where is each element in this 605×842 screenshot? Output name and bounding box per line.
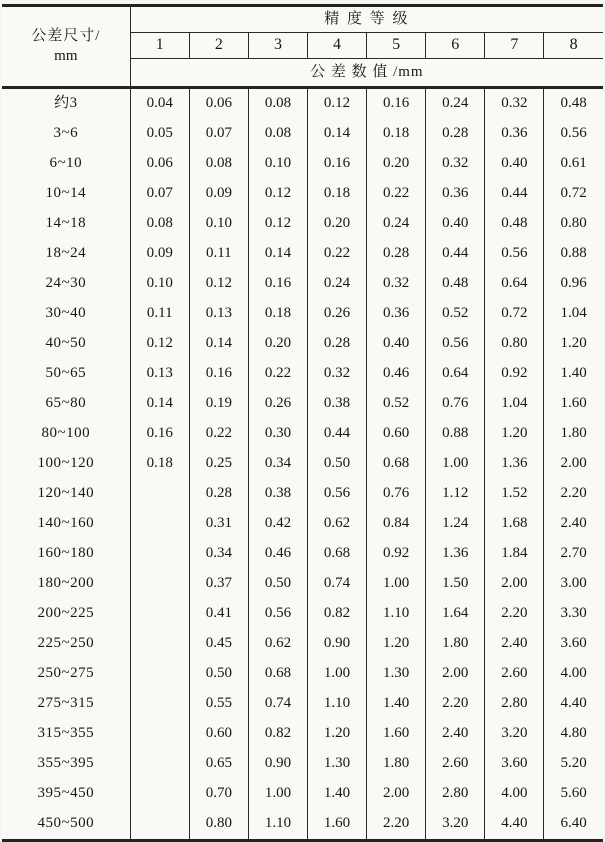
tolerance-value-cell: 1.52: [485, 479, 544, 509]
size-range-cell: 140~160: [37, 515, 95, 532]
tolerance-value-cell: 1.60: [544, 389, 603, 419]
grade-level-7: 7: [485, 33, 544, 59]
table-row: [2, 599, 603, 629]
tolerance-value-cell: 0.90: [307, 629, 366, 659]
tolerance-value-cell: 1.00: [248, 779, 307, 809]
tolerance-value-cell: 3.60: [544, 629, 603, 659]
tolerance-value-cell: 4.00: [485, 779, 544, 809]
size-range-cell: 200~225: [37, 605, 95, 622]
tolerance-value-cell: 0.96: [544, 269, 603, 299]
tolerance-value-cell: [130, 689, 189, 719]
tolerance-value-cell: 2.40: [485, 629, 544, 659]
tolerance-value-cell: 4.00: [544, 659, 603, 689]
tolerance-value-cell: 1.80: [426, 629, 485, 659]
tolerance-value-cell: 0.12: [248, 179, 307, 209]
tolerance-value-cell: 0.13: [130, 359, 189, 389]
grade-level-3: 3: [248, 33, 307, 59]
size-range-cell: 30~40: [45, 305, 87, 322]
tolerance-value-cell: 0.74: [248, 689, 307, 719]
tolerance-value-cell: 0.11: [130, 299, 189, 329]
grade-level-6: 6: [426, 33, 485, 59]
size-range-cell: 50~65: [45, 365, 87, 382]
tolerance-value-cell: 0.52: [367, 389, 426, 419]
tolerance-value-cell: 0.62: [248, 629, 307, 659]
tolerance-value-cell: 4.40: [544, 689, 603, 719]
size-column-header-line1: 公差尺寸/: [31, 28, 101, 45]
size-range-cell: 80~100: [41, 425, 91, 442]
tolerance-value-cell: 1.10: [307, 689, 366, 719]
tolerance-value-cell: 1.00: [426, 449, 485, 479]
tolerance-value-cell: 0.11: [189, 239, 248, 269]
tolerance-value-cell: 0.88: [426, 419, 485, 449]
tolerance-value-cell: 0.46: [248, 539, 307, 569]
tolerance-value-cell: 0.26: [248, 389, 307, 419]
tolerance-value-cell: 0.56: [248, 599, 307, 629]
tolerance-value-cell: 3.20: [485, 719, 544, 749]
tolerance-value-cell: 0.72: [485, 299, 544, 329]
tolerance-value-cell: 0.28: [189, 479, 248, 509]
tolerance-value-cell: 0.18: [367, 119, 426, 149]
tolerance-value-cell: 0.19: [189, 389, 248, 419]
tolerance-value-cell: 1.10: [367, 599, 426, 629]
table-row: [2, 359, 603, 389]
table-row: [2, 809, 603, 841]
tolerance-value-cell: 0.36: [367, 299, 426, 329]
tolerance-value-cell: 0.08: [248, 119, 307, 149]
size-range-cell: 250~275: [37, 665, 95, 682]
size-column-header-line2: mm: [54, 47, 78, 64]
size-range-cell: 275~315: [37, 695, 95, 712]
tolerance-value-cell: 1.24: [426, 509, 485, 539]
tolerance-value-cell: 0.32: [307, 359, 366, 389]
tolerance-value-cell: 1.60: [367, 719, 426, 749]
tolerance-value-cell: 0.84: [367, 509, 426, 539]
table-row: [2, 539, 603, 569]
tolerance-value-cell: 0.68: [307, 539, 366, 569]
tolerance-value-cell: 1.00: [307, 659, 366, 689]
tolerance-value-cell: 2.20: [367, 809, 426, 841]
size-range-cell: 160~180: [37, 545, 95, 562]
tolerance-value-cell: 0.38: [248, 479, 307, 509]
tolerance-value-cell: 0.08: [248, 88, 307, 120]
tolerance-value-cell: [130, 749, 189, 779]
table-row: [2, 479, 603, 509]
tolerance-value-cell: 2.00: [544, 449, 603, 479]
tolerance-value-cell: 0.62: [307, 509, 366, 539]
table-row: [2, 509, 603, 539]
tolerance-value-cell: 0.12: [189, 269, 248, 299]
tolerance-value-cell: 0.25: [189, 449, 248, 479]
tolerance-value-cell: 1.64: [426, 599, 485, 629]
tolerance-value-cell: 3.20: [426, 809, 485, 841]
tolerance-value-cell: 1.50: [426, 569, 485, 599]
tolerance-value-cell: 0.90: [248, 749, 307, 779]
tolerance-value-cell: 0.76: [367, 479, 426, 509]
tolerance-value-cell: 0.09: [130, 239, 189, 269]
tolerance-value-cell: [130, 659, 189, 689]
table-row: [2, 569, 603, 599]
tolerance-value-cell: 0.14: [307, 119, 366, 149]
tolerance-value-cell: 0.09: [189, 179, 248, 209]
size-range-cell: 315~355: [37, 725, 95, 742]
tolerance-value-cell: 0.07: [189, 119, 248, 149]
tolerance-value-cell: 0.18: [248, 299, 307, 329]
tolerance-value-cell: 1.60: [307, 809, 366, 841]
tolerance-value-cell: 0.12: [248, 209, 307, 239]
tolerance-value-cell: 1.40: [307, 779, 366, 809]
tolerance-value-cell: [130, 569, 189, 599]
tolerance-value-cell: 0.40: [485, 149, 544, 179]
tolerance-value-cell: 0.32: [485, 88, 544, 120]
tolerance-value-cell: 0.50: [307, 449, 366, 479]
tolerance-value-cell: [130, 539, 189, 569]
size-column-header: [2, 6, 130, 88]
tolerance-value-cell: 2.60: [426, 749, 485, 779]
tolerance-value-cell: 1.20: [367, 629, 426, 659]
tolerance-value-cell: 1.40: [544, 359, 603, 389]
tolerance-value-cell: 0.24: [307, 269, 366, 299]
tolerance-value-cell: 0.48: [426, 269, 485, 299]
tolerance-value-cell: 0.04: [130, 88, 189, 120]
tolerance-value-cell: 0.34: [248, 449, 307, 479]
grade-level-4: 4: [307, 33, 366, 59]
tolerance-value-cell: 2.00: [485, 569, 544, 599]
table-row: [2, 719, 603, 749]
tolerance-value-cell: 1.80: [544, 419, 603, 449]
tolerance-value-cell: 0.72: [544, 179, 603, 209]
tolerance-value-cell: 0.20: [367, 149, 426, 179]
tolerance-value-cell: 0.48: [544, 88, 603, 120]
tolerance-value-cell: 3.60: [485, 749, 544, 779]
tolerance-value-cell: 0.32: [367, 269, 426, 299]
grade-level-2: 2: [189, 33, 248, 59]
tolerance-value-cell: 0.28: [367, 239, 426, 269]
tolerance-value-cell: 2.00: [426, 659, 485, 689]
tolerance-value-cell: 0.08: [189, 149, 248, 179]
tolerance-value-cell: 0.64: [426, 359, 485, 389]
size-range-cell: 24~30: [45, 275, 87, 292]
tolerance-value-cell: [130, 809, 189, 841]
tolerance-value-cell: 0.18: [130, 449, 189, 479]
tolerance-value-cell: 0.06: [189, 88, 248, 120]
value-subheader: 公 差 数 值 /mm: [130, 59, 603, 88]
tolerance-value-cell: 1.10: [248, 809, 307, 841]
table-row: [2, 749, 603, 779]
tolerance-value-cell: 0.48: [485, 209, 544, 239]
tolerance-value-cell: 2.00: [367, 779, 426, 809]
tolerance-value-cell: 0.30: [248, 419, 307, 449]
tolerance-value-cell: 1.36: [485, 449, 544, 479]
tolerance-value-cell: 0.56: [307, 479, 366, 509]
grade-level-8: 8: [544, 33, 603, 59]
tolerance-value-cell: 3.00: [544, 569, 603, 599]
tolerance-value-cell: 0.10: [189, 209, 248, 239]
tolerance-value-cell: 2.70: [544, 539, 603, 569]
tolerance-value-cell: 0.10: [130, 269, 189, 299]
tolerance-value-cell: 0.34: [189, 539, 248, 569]
tolerance-value-cell: 0.65: [189, 749, 248, 779]
tolerance-value-cell: [130, 629, 189, 659]
tolerance-value-cell: 0.80: [485, 329, 544, 359]
tolerance-value-cell: 1.68: [485, 509, 544, 539]
tolerance-value-cell: 0.32: [426, 149, 485, 179]
tolerance-value-cell: 0.64: [485, 269, 544, 299]
tolerance-value-cell: 0.70: [189, 779, 248, 809]
tolerance-value-cell: 0.31: [189, 509, 248, 539]
size-range-cell: 40~50: [45, 335, 87, 352]
size-range-cell: 3~6: [53, 125, 79, 142]
size-range-cell: 395~450: [37, 785, 95, 802]
grade-level-5: 5: [367, 33, 426, 59]
size-range-cell: 355~395: [37, 755, 95, 772]
tolerance-value-cell: 0.42: [248, 509, 307, 539]
tolerance-value-cell: 1.36: [426, 539, 485, 569]
tolerance-value-cell: 1.30: [367, 659, 426, 689]
size-range-cell: 225~250: [37, 635, 95, 652]
tolerance-value-cell: 0.46: [367, 359, 426, 389]
tolerance-value-cell: 0.20: [307, 209, 366, 239]
tolerance-value-cell: 0.55: [189, 689, 248, 719]
tolerance-value-cell: 6.40: [544, 809, 603, 841]
tolerance-value-cell: 0.24: [367, 209, 426, 239]
tolerance-value-cell: 4.80: [544, 719, 603, 749]
tolerance-value-cell: 1.40: [367, 689, 426, 719]
tolerance-value-cell: 0.22: [189, 419, 248, 449]
tolerance-value-cell: 5.60: [544, 779, 603, 809]
tolerance-value-cell: 0.80: [544, 209, 603, 239]
table-row: [2, 299, 603, 329]
tolerance-value-cell: 0.82: [307, 599, 366, 629]
tolerance-value-cell: 0.82: [248, 719, 307, 749]
tolerance-value-cell: 0.92: [367, 539, 426, 569]
tolerance-value-cell: 0.12: [307, 88, 366, 120]
tolerance-value-cell: 0.16: [248, 269, 307, 299]
tolerance-value-cell: 2.20: [426, 689, 485, 719]
table-row: [2, 269, 603, 299]
tolerance-value-cell: 5.20: [544, 749, 603, 779]
tolerance-value-cell: 0.16: [130, 419, 189, 449]
tolerance-value-cell: 0.36: [485, 119, 544, 149]
tolerance-value-cell: 0.60: [189, 719, 248, 749]
tolerance-value-cell: 0.12: [130, 329, 189, 359]
size-range-cell: 14~18: [45, 215, 87, 232]
tolerance-value-cell: 0.44: [307, 419, 366, 449]
tolerance-value-cell: 0.45: [189, 629, 248, 659]
table-row: [2, 209, 603, 239]
table-row: [2, 629, 603, 659]
tolerance-value-cell: [130, 509, 189, 539]
tolerance-value-cell: 2.20: [485, 599, 544, 629]
tolerance-value-cell: 0.18: [307, 179, 366, 209]
tolerance-value-cell: [130, 779, 189, 809]
size-range-cell: 100~120: [37, 455, 95, 472]
table-row: [2, 239, 603, 269]
tolerance-value-cell: 0.60: [367, 419, 426, 449]
tolerance-value-cell: 2.40: [426, 719, 485, 749]
tolerance-value-cell: 4.40: [485, 809, 544, 841]
tolerance-value-cell: 0.68: [248, 659, 307, 689]
tolerance-value-cell: 0.06: [130, 149, 189, 179]
tolerance-value-cell: 1.80: [367, 749, 426, 779]
tolerance-value-cell: 0.16: [367, 88, 426, 120]
tolerance-value-cell: 0.22: [248, 359, 307, 389]
tolerance-value-cell: 0.07: [130, 179, 189, 209]
size-range-cell: 450~500: [37, 815, 95, 832]
table-row: [2, 179, 603, 209]
table-row: [2, 779, 603, 809]
tolerance-value-cell: 0.10: [248, 149, 307, 179]
tolerance-value-cell: 0.56: [426, 329, 485, 359]
tolerance-value-cell: 3.30: [544, 599, 603, 629]
table-row: [2, 419, 603, 449]
tolerance-value-cell: 2.80: [426, 779, 485, 809]
size-range-cell: 120~140: [37, 485, 95, 502]
tolerance-value-cell: 0.20: [248, 329, 307, 359]
tolerance-value-cell: 2.40: [544, 509, 603, 539]
tolerance-value-cell: 0.41: [189, 599, 248, 629]
header-row-grade-group: [2, 6, 603, 33]
tolerance-value-cell: 0.28: [307, 329, 366, 359]
table-row: [2, 88, 603, 120]
table-body: [2, 88, 603, 841]
tolerance-value-cell: 1.20: [307, 719, 366, 749]
tolerance-value-cell: 0.88: [544, 239, 603, 269]
tolerance-value-cell: 0.14: [248, 239, 307, 269]
tolerance-value-cell: 0.56: [485, 239, 544, 269]
tolerance-value-cell: 0.50: [248, 569, 307, 599]
tolerance-value-cell: 0.44: [426, 239, 485, 269]
tolerance-value-cell: 2.60: [485, 659, 544, 689]
size-range-cell: 约3: [54, 95, 78, 112]
size-range-cell: 65~80: [45, 395, 87, 412]
tolerance-value-cell: 0.14: [130, 389, 189, 419]
tolerance-value-cell: 1.20: [544, 329, 603, 359]
table-row: [2, 689, 603, 719]
tolerance-value-cell: [130, 479, 189, 509]
tolerance-value-cell: 1.04: [485, 389, 544, 419]
tolerance-value-cell: 1.12: [426, 479, 485, 509]
tolerance-value-cell: 0.26: [307, 299, 366, 329]
tolerance-value-cell: 1.04: [544, 299, 603, 329]
tolerance-value-cell: 0.14: [189, 329, 248, 359]
tolerance-value-cell: 2.80: [485, 689, 544, 719]
tolerance-value-cell: 0.74: [307, 569, 366, 599]
tolerance-value-cell: 0.28: [426, 119, 485, 149]
tolerance-value-cell: 1.84: [485, 539, 544, 569]
tolerance-value-cell: [130, 719, 189, 749]
tolerance-table: [2, 4, 603, 842]
tolerance-value-cell: 0.52: [426, 299, 485, 329]
tolerance-value-cell: 0.37: [189, 569, 248, 599]
tolerance-value-cell: 0.22: [307, 239, 366, 269]
tolerance-value-cell: 1.20: [485, 419, 544, 449]
tolerance-value-cell: 0.40: [367, 329, 426, 359]
tolerance-value-cell: 0.08: [130, 209, 189, 239]
grade-group-header: 精 度 等 级: [130, 6, 603, 33]
tolerance-value-cell: 2.20: [544, 479, 603, 509]
size-range-cell: 180~200: [37, 575, 95, 592]
tolerance-value-cell: 0.24: [426, 88, 485, 120]
table-row: [2, 449, 603, 479]
table-row: [2, 329, 603, 359]
tolerance-value-cell: 0.16: [307, 149, 366, 179]
size-range-cell: 10~14: [45, 185, 87, 202]
tolerance-value-cell: 0.80: [189, 809, 248, 841]
tolerance-value-cell: 0.38: [307, 389, 366, 419]
table-row: [2, 149, 603, 179]
tolerance-value-cell: 0.92: [485, 359, 544, 389]
tolerance-value-cell: 0.76: [426, 389, 485, 419]
table-row: [2, 659, 603, 689]
grade-level-1: 1: [130, 33, 189, 59]
size-range-cell: 6~10: [49, 155, 83, 172]
tolerance-value-cell: [130, 599, 189, 629]
table-row: [2, 389, 603, 419]
tolerance-value-cell: 0.22: [367, 179, 426, 209]
tolerance-value-cell: 1.30: [307, 749, 366, 779]
table-row: [2, 119, 603, 149]
tolerance-value-cell: 0.13: [189, 299, 248, 329]
tolerance-value-cell: 0.68: [367, 449, 426, 479]
tolerance-value-cell: 0.56: [544, 119, 603, 149]
tolerance-value-cell: 0.05: [130, 119, 189, 149]
tolerance-value-cell: 0.61: [544, 149, 603, 179]
tolerance-value-cell: 0.36: [426, 179, 485, 209]
tolerance-value-cell: 0.40: [426, 209, 485, 239]
tolerance-value-cell: 0.16: [189, 359, 248, 389]
size-range-cell: 18~24: [45, 245, 87, 262]
tolerance-value-cell: 0.44: [485, 179, 544, 209]
tolerance-value-cell: 0.50: [189, 659, 248, 689]
tolerance-value-cell: 1.00: [367, 569, 426, 599]
